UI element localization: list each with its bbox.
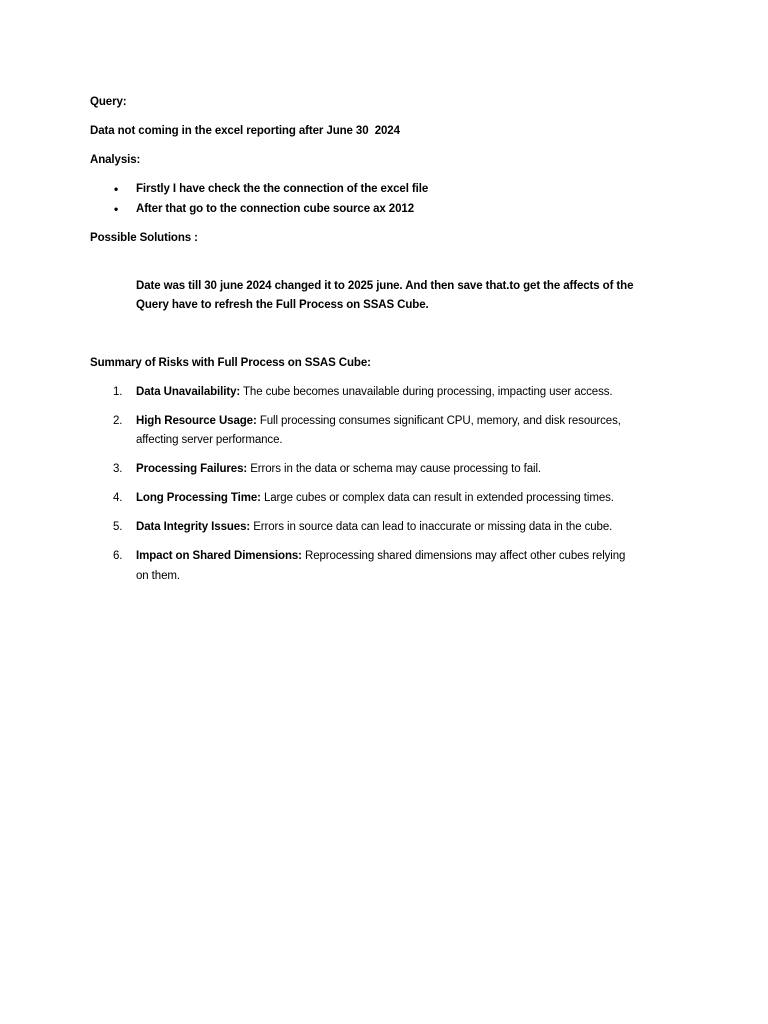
risk-item-term: Processing Failures: — [136, 463, 248, 475]
analysis-bullet-item — [0, 179, 768, 199]
query-heading: Query: — [90, 96, 127, 108]
solution-text: Query have to refresh the Full Process on SSAS Cube. — [136, 299, 429, 311]
risks-heading-row — [0, 353, 768, 373]
risk-item — [0, 459, 768, 479]
risk-item-term: High Resource Usage: — [136, 415, 257, 427]
solution-line — [0, 276, 768, 296]
risk-item-continuation — [0, 566, 768, 586]
analysis-heading: Analysis: — [90, 154, 141, 166]
risk-item — [0, 517, 768, 537]
risk-item — [0, 411, 768, 431]
risk-item-number: 6. — [113, 550, 123, 562]
risk-item-number: 4. — [113, 492, 123, 504]
analysis-bullet-text: After that go to the connection cube source ax 2012 — [136, 203, 414, 215]
risk-item-description-continued: on them. — [136, 570, 180, 582]
risk-item — [0, 546, 768, 566]
bullet-marker: • — [114, 182, 119, 196]
risk-item-term: Impact on Shared Dimensions: — [136, 550, 302, 562]
query-text-row — [0, 121, 768, 141]
analysis-bullet-item — [0, 199, 768, 219]
risk-item-term: Data Integrity Issues: — [136, 521, 251, 533]
risk-item-description: Full processing consumes significant CPU, memory, and disk resources, — [259, 415, 621, 427]
risks-heading: Summary of Risks with Full Process on SSAS Cube: — [90, 357, 371, 369]
risk-item-description: Reprocessing shared dimensions may affect other cubes relying — [305, 550, 626, 562]
risk-item-continuation — [0, 430, 768, 450]
risk-item-description: Errors in the data or schema may cause processing to fail. — [250, 463, 542, 475]
query-heading-row — [0, 92, 768, 112]
risk-item-description: Large cubes or complex data can result in extended processing times. — [263, 492, 614, 504]
risk-item-term: Data Unavailability: — [136, 386, 241, 398]
solutions-heading-row — [0, 228, 768, 248]
risk-item-description: Errors in source data can lead to inaccurate or missing data in the cube. — [253, 521, 613, 533]
bullet-marker: • — [114, 202, 119, 216]
risk-item-term: Long Processing Time: — [136, 492, 261, 504]
risk-item-description-continued: affecting server performance. — [136, 434, 283, 446]
risk-item — [0, 488, 768, 508]
analysis-bullet-text: Firstly I have check the the connection of the excel file — [136, 183, 429, 195]
analysis-heading-row — [0, 150, 768, 170]
risk-item — [0, 382, 768, 402]
solution-text: Date was till 30 june 2024 changed it to 2025 june. And then save that.to get the affects of the — [136, 280, 634, 292]
risk-item-description: The cube becomes unavailable during processing, impacting user access. — [242, 386, 613, 398]
solution-line — [0, 295, 768, 315]
solutions-heading: Possible Solutions : — [90, 232, 198, 244]
risk-item-number: 1. — [113, 386, 123, 398]
risk-item-number: 2. — [113, 415, 123, 427]
risk-item-number: 3. — [113, 463, 123, 475]
query-text: Data not coming in the excel reporting after June 30 2024 — [90, 125, 400, 137]
risk-item-number: 5. — [113, 521, 123, 533]
